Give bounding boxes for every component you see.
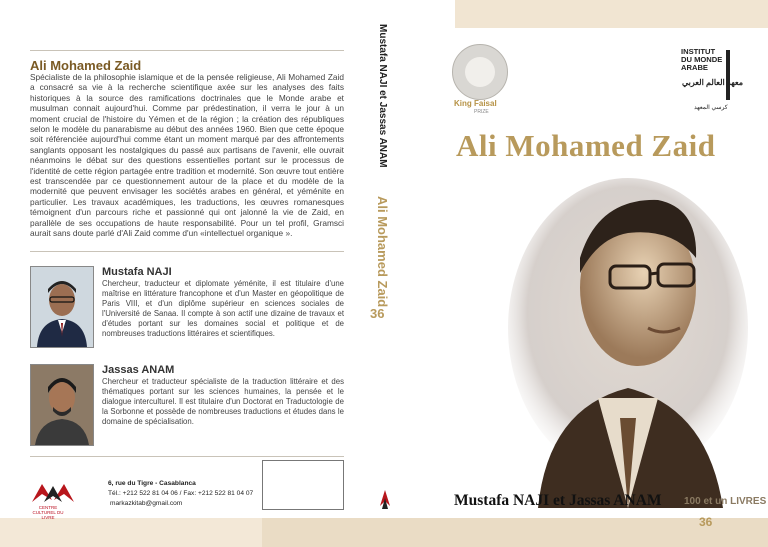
institute-line: DU MONDE: [681, 55, 723, 64]
institute-logo: [681, 48, 731, 72]
translator-bio-anam: Chercheur et traducteur spécialiste de la traduction littéraire et des thématiques portant sur les sciences humaines, la pensée et le dialogue interculturel. Il est titulaire d'un Doctorat en Traductologie de la Sorbonne et possède de nombreuses traductions et études dans le domaine de spécialisation.: [102, 377, 344, 426]
main-author-bio: Spécialiste de la philosophie islamique et de la pensée religieuse, Ali Mohamed Zaid a consacré sa vie à la recherche scientifique axée sur les analyses des faits historiques à la source des ramifications doctrinales que le Monde arabe et musulman connait aujourd'hui. Comme par prédestination, il verra le jour à un moment crucial de l'histoire du Yémen et de la région ; la création des républiques selon le modèle du panarabisme au début des années 1960. Bien que cette époque soit référenciée aujourd'hui comme étant un moment marqué par des affrontements sanglants opposant les nostalgiques du passé aux partisans de l'avenir, elle ouvrait néanmoins le débat sur des questions essentielles portant sur le processus de l'identité de cette région partagée entre tradition et modernité. Son œuvre tout entière est transcendée par ce questionnement autour de la place et du modèle de la modernité que peuvent envisager les sociétés arabes en général, et yéménite en particulier. Les travaux académiques, les traductions, les œuvres romanesques témoignent d'un parcours riche et passionné qui ont jalonné la vie de Zaid, en parallèle de ses occupations de haute responsabilité. Pour un tel profil, Gramsci aurait sans doute parlé d'Ali Zaid comme d'un «intellectuel organique ».: [30, 72, 344, 239]
front-number: 36: [699, 515, 713, 529]
spine-authors: Mustafa NAJI et Jassas ANAM: [377, 24, 388, 168]
translator-name-anam: Jassas ANAM: [102, 364, 175, 376]
main-author-name: Ali Mohamed Zaid: [30, 58, 142, 73]
translator-photo-naji: [30, 266, 94, 348]
prize-sub: PRIZE: [474, 109, 489, 115]
institute-line: INSTITUT: [681, 47, 716, 56]
barcode-box: [262, 460, 344, 510]
institute-arabic: معهد العالم العربي: [682, 78, 744, 87]
divider: [30, 50, 344, 51]
portrait-icon: [31, 365, 93, 445]
front-authors: Mustafa NAJI et Jassas ANAM: [454, 492, 662, 509]
prize-name: King Faisal: [454, 99, 497, 108]
publisher-logo-text: CENTRE CULTUREL DU LIVRE: [32, 505, 64, 520]
collection-name: 100 et un LIVRES: [684, 496, 767, 507]
translator-bio-naji: Chercheur, traducteur et diplomate yéménite, il est titulaire d'une maîtrise en littérature francophone et d'un Master en géopolitique de Paris VIII, et d'un diplôme supérieur en sciences sociales de l'Université de Sanaa. Il compte à son actif une dizaine de travaux et d'études portant sur les domaines social et politique et de nombreuses traductions littéraires et scientifiques.: [102, 279, 344, 338]
institute-logo-bar: [726, 50, 730, 100]
publisher-phone: Tél.: +212 522 81 04 06 / Fax: +212 522 81 04 07: [108, 490, 254, 497]
spine-title: Ali Mohamed Zaid: [375, 196, 390, 308]
king-faisal-prize-emblem: [452, 44, 508, 100]
publisher-logo-icon: [30, 480, 76, 506]
portrait-icon: [31, 267, 93, 347]
back-cover: [0, 0, 360, 547]
publisher-email: markazkitab@gmail.com: [110, 500, 183, 507]
front-title: Ali Mohamed Zaid: [456, 128, 716, 163]
spine-logo-icon: [378, 488, 392, 510]
spine: [360, 0, 408, 547]
top-color-band: [455, 0, 768, 28]
translator-photo-anam: [30, 364, 94, 446]
divider: [30, 251, 344, 252]
publisher-address-block: [108, 479, 253, 509]
author-portrait: [498, 178, 758, 508]
spine-number: 36: [370, 306, 385, 321]
publisher-address: 6, rue du Tigre - Casablanca: [108, 480, 196, 487]
institute-line: ARABE: [681, 63, 709, 72]
divider: [30, 456, 344, 457]
translator-name-naji: Mustafa NAJI: [102, 266, 172, 278]
institute-arabic-sub: كرسي المعهد: [694, 105, 728, 111]
